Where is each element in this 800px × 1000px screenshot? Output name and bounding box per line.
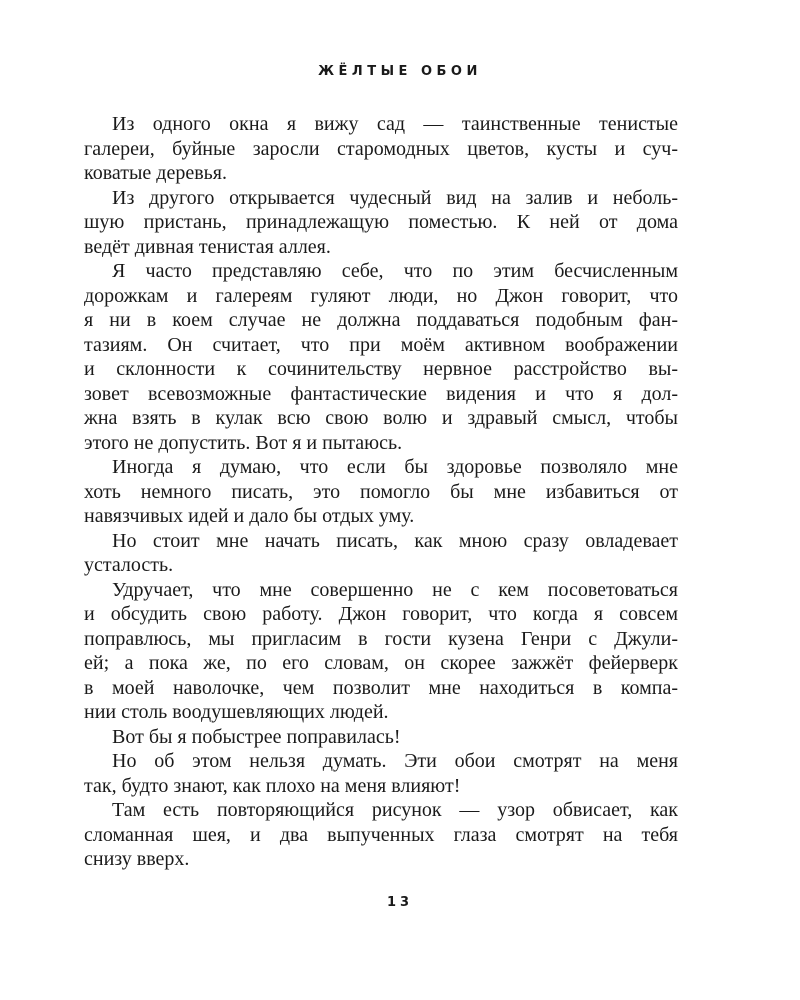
running-head: ЖЁЛТЫЕ ОБОИ	[318, 64, 482, 79]
text-line: Из одного окна я вижу сад — таинственные тенистые	[112, 113, 678, 135]
text-line: Там есть повторяющийся рисунок — узор обвисает, как	[112, 799, 678, 821]
text-line: поправлюсь, мы пригласим в гости кузена Генри с Джули-	[84, 627, 678, 650]
text-line: Но об этом нельзя думать. Эти обои смотрят на меня	[112, 750, 678, 772]
text-line: в моей наволочке, чем позволит мне находиться в компа-	[84, 676, 678, 699]
text-line: галереи, буйные заросли старомодных цветов, кусты и суч-	[84, 137, 678, 160]
text-line: Я часто представляю себе, что по этим бесчисленным	[112, 260, 678, 282]
text-line: Иногда я думаю, что если бы здоровье позволяло мне	[112, 456, 678, 478]
text-line: Из другого открывается чудесный вид на залив и неболь-	[112, 186, 678, 209]
text-line: Удручает, что мне совершенно не с кем посоветоваться	[112, 578, 678, 601]
text-line: жна взять в кулак всю свою волю и здравый смысл, чтобы	[84, 407, 678, 429]
text-line: так, будто знают, как плохо на меня влияют!	[84, 774, 461, 797]
text-line: сломанная шея, и два выпученных глаза смотрят на тебя	[84, 823, 678, 846]
text-line: коватые деревья.	[84, 162, 227, 184]
text-line: и склонности к сочинительству нервное расстройство вы-	[84, 358, 678, 380]
text-line: навязчивых идей и дало бы отдых уму.	[84, 505, 415, 527]
text-line: ведёт дивная тенистая аллея.	[84, 235, 331, 258]
text-line: шую пристань, принадлежащую поместью. К ней от дома	[84, 211, 678, 233]
text-line: тазиям. Он считает, что при моём активном воображении	[84, 333, 678, 356]
text-line: дорожкам и галереям гуляют люди, но Джон говорит, что	[84, 284, 678, 307]
text-line: и обсудить свою работу. Джон говорит, что когда я совсем	[84, 603, 678, 625]
text-line: зовет всевозможные фантастические видения и что я дол-	[84, 382, 678, 405]
text-line: усталость.	[84, 554, 174, 576]
text-line: Но стоит мне начать писать, как мною сразу овладевает	[112, 529, 678, 552]
body-text	[84, 112, 678, 872]
text-line: хоть немного писать, это помогло бы мне избавиться от	[84, 480, 678, 503]
page-number: 13	[386, 895, 414, 910]
text-line: Вот бы я побыстрее поправилась!	[112, 725, 401, 748]
text-line: я ни в коем случае не должна поддаваться подобным фан-	[84, 309, 678, 331]
text-line: ей; а пока же, по его словам, он скорее зажжёт фейерверк	[84, 652, 678, 674]
text-line: нии столь воодушевляющих людей.	[84, 701, 389, 723]
text-line: снизу вверх.	[84, 848, 190, 870]
text-line: этого не допустить. Вот я и пытаюсь.	[84, 431, 403, 454]
